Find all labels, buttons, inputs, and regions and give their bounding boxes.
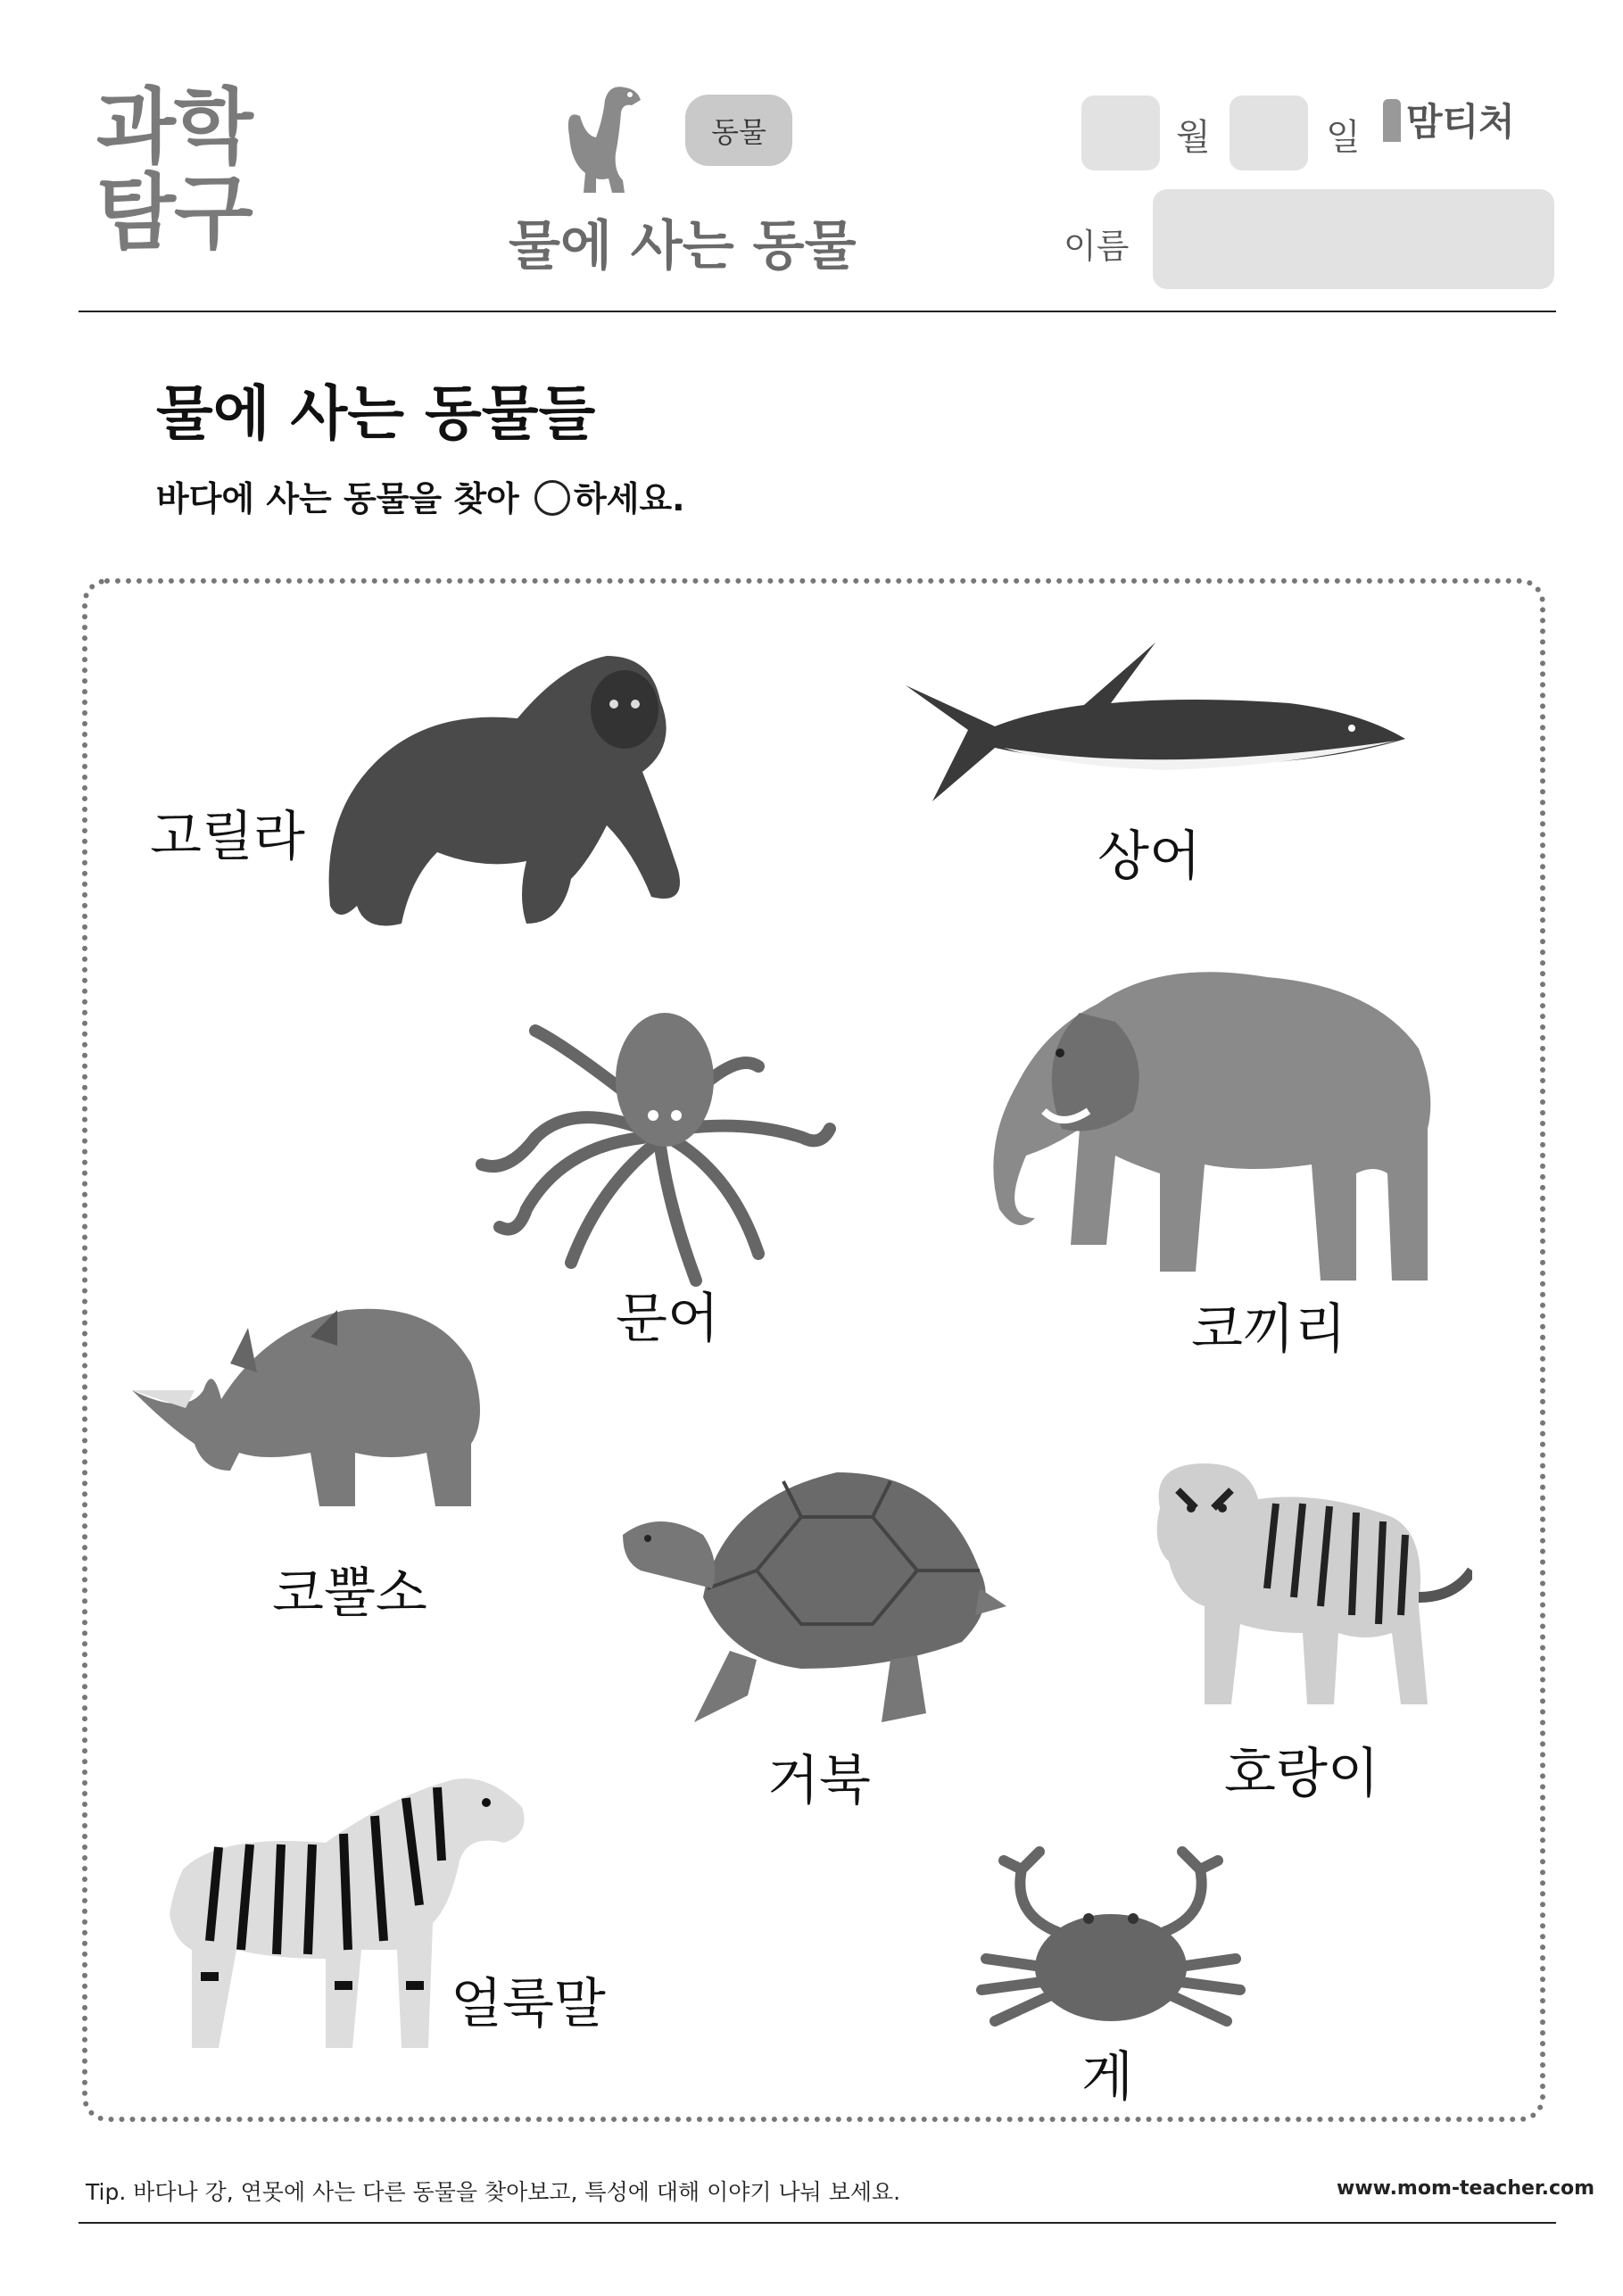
gorilla-image[interactable] — [303, 638, 696, 941]
rhino-label: 코뿔소 — [272, 1562, 427, 1625]
footer-divider — [79, 2222, 1556, 2224]
website-url[interactable]: www.mom-teacher.com — [1337, 2177, 1595, 2200]
name-label: 이름 — [1064, 227, 1130, 266]
page-subtitle: 물에 사는 동물 — [509, 215, 857, 278]
day-label: 일 — [1326, 117, 1361, 158]
day-field[interactable] — [1230, 95, 1308, 170]
crab-image[interactable] — [968, 1834, 1254, 2039]
tiger-label: 호랑이 — [1224, 1743, 1379, 1805]
shark-image[interactable] — [906, 642, 1405, 801]
zebra-label: 얼룩말 — [451, 1973, 606, 2035]
tiger-image[interactable] — [1142, 1455, 1472, 1713]
brand-title: 과학 탐구 — [96, 79, 252, 261]
dinosaur-icon — [560, 82, 667, 198]
instruction: 바다에 사는 동물을 찾아 하세요. — [156, 479, 685, 518]
octopus-image[interactable] — [464, 995, 839, 1298]
rhino-image[interactable] — [132, 1292, 498, 1515]
month-label: 월 — [1176, 117, 1211, 158]
gorilla-label: 고릴라 — [150, 806, 305, 868]
elephant-image[interactable] — [981, 950, 1454, 1289]
month-field[interactable] — [1081, 95, 1160, 170]
worksheet-heading: 물에 사는 동물들 — [156, 379, 596, 448]
pencil-icon — [1383, 99, 1401, 142]
name-field[interactable] — [1153, 189, 1554, 289]
turtle-image[interactable] — [623, 1463, 1006, 1731]
shark-label: 상어 — [1097, 825, 1201, 888]
topic-badge: 동물 — [685, 95, 792, 166]
elephant-label: 코끼리 — [1191, 1298, 1346, 1361]
turtle-label: 거북 — [767, 1750, 871, 1812]
crab-label: 게 — [1081, 2046, 1133, 2109]
octopus-label: 문어 — [616, 1288, 719, 1350]
tip-text: Tip. 바다나 강, 연못에 사는 다른 동물을 찾아보고, 특성에 대해 이야기 나눠 보세요. — [86, 2179, 901, 2205]
logo: 맘티처 — [1383, 93, 1515, 146]
header-divider — [79, 311, 1556, 312]
circle-icon — [534, 480, 570, 516]
